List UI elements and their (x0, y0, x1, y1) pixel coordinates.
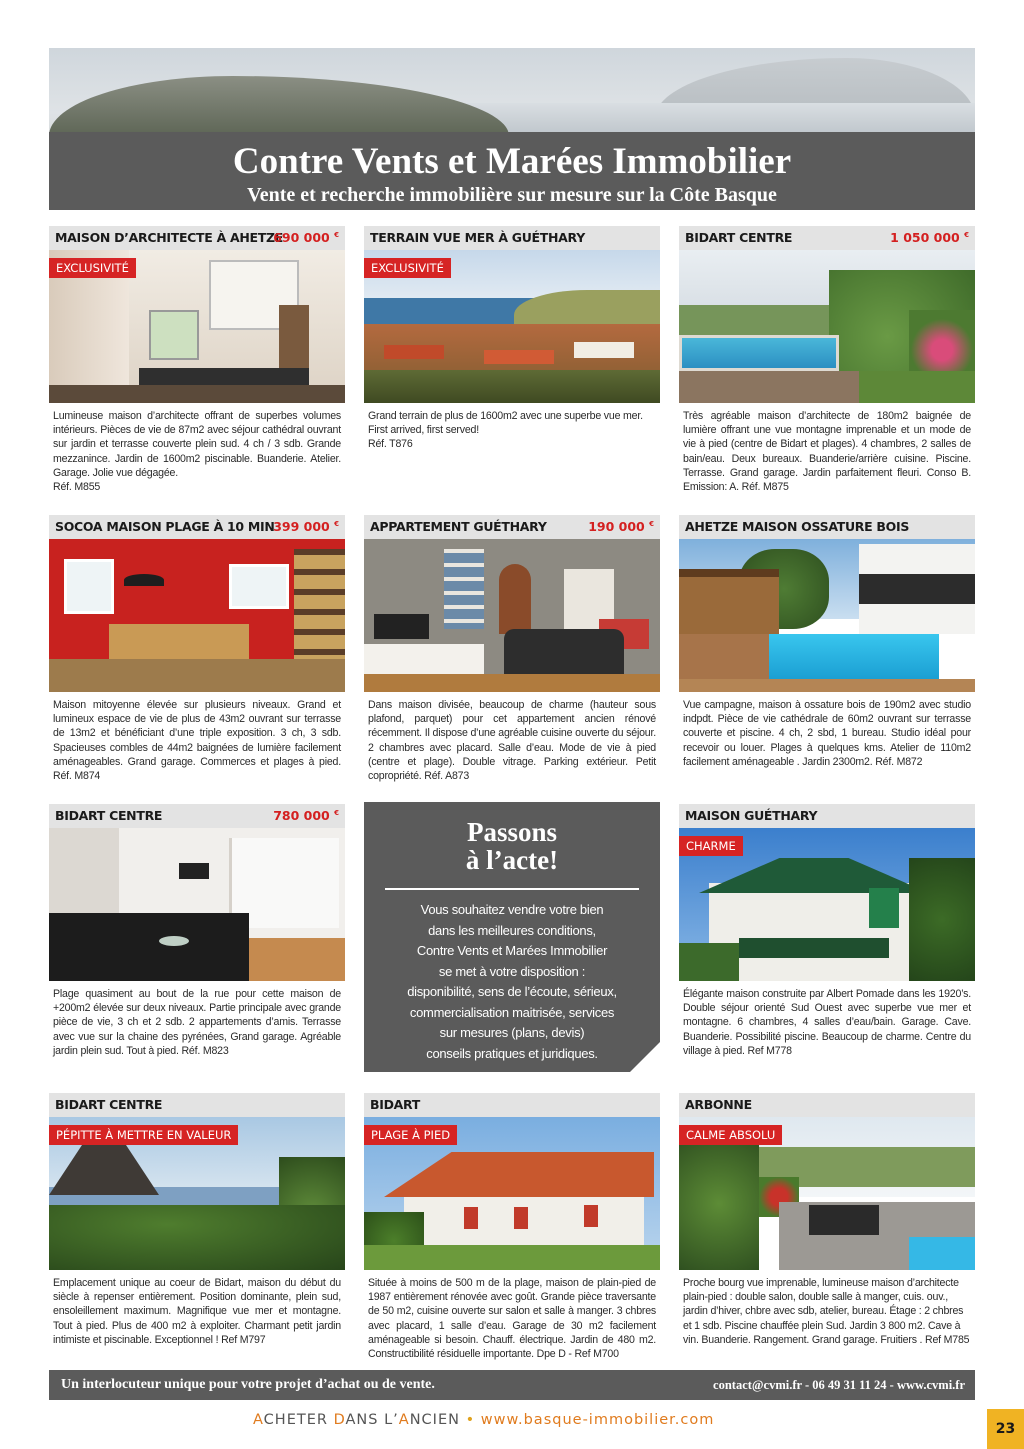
listing-description: Élégante maison construite par Albert Pomade dans les 1920’s. Double séjour orienté Sud Ouest avec superbe vue mer et montagne. 6 chambres, 4 salles d’eau/bain. Garage. Cave. Buanderie. Possibilité piscine. Beaucoup de charme. Centre du village à pied. Ref M778 (683, 988, 971, 1057)
listing-photo[interactable] (364, 250, 660, 403)
page-title: Contre Vents et Marées Immobilier (232, 141, 792, 182)
listing-photo[interactable] (679, 539, 975, 692)
listing-price: 190 000 € (588, 519, 654, 534)
page-number: 23 (987, 1409, 1024, 1449)
listing-badge: PÉPITTE À METTRE EN VALEUR (49, 1125, 238, 1145)
listing-title: AHETZE MAISON OSSATURE BOIS (685, 519, 910, 534)
listing-photo[interactable] (679, 250, 975, 403)
promo-box (364, 802, 660, 1072)
promo-divider (385, 888, 639, 890)
listing-photo[interactable] (49, 828, 345, 981)
listing-card[interactable] (364, 226, 660, 452)
listing-title: MAISON GUÉTHARY (685, 808, 818, 823)
listing-price: 399 000 € (273, 519, 339, 534)
header-banner (49, 48, 975, 210)
promo-text: Vous souhaitez vendre votre bien dans les meilleures conditions, Contre Vents et Marées Immobilier se met à votre disposition : disponibilité, sens de l’écoute, sérieux, commercialisation maitrisée, services sur mesures (plans, devis) conseils pratiques et juridiques. (407, 902, 617, 1061)
listing-title: SOCOA MAISON PLAGE À 10 MIN (55, 519, 275, 534)
listing-card[interactable] (49, 226, 345, 494)
listing-description: Maison mitoyenne élevée sur plusieurs niveaux. Grand et lumineux espace de vie de plus de 43m2 ouvrant sur terrasse de 13m2 et bénéficiant d’une triple exposition. 3 ch, 3 sdb. Spacieuses combles de 44m2 baignées de lumière facilement aménageables. Grand garage. Commerces et plages à pied. Réf. M874 (53, 699, 341, 783)
listing-description: Grand terrain de plus de 1600m2 avec une superbe vue mer. First arrived, first served! Réf. T876 (368, 410, 643, 451)
listing-title: BIDART CENTRE (55, 808, 163, 823)
listing-card[interactable] (49, 1093, 345, 1347)
listing-card[interactable] (364, 515, 660, 783)
promo-title: Passons à l’acte! (465, 817, 559, 875)
listing-description: Dans maison divisée, beaucoup de charme (hauteur sous plafond, parquet) pour cet appartement ancien rénové récemment. Il dispose d’une agréable cuisine ouverte du séjour. 2 chambres avec placard. Salle d’eau. Mode de vie à pied (centre et plage). Double vitrage. Parking extérieur. Petit copropriété. Réf. A873 (368, 699, 656, 783)
listing-photo[interactable] (49, 539, 345, 692)
listing-price: 780 000 € (273, 808, 339, 823)
contact-details[interactable]: contact@cvmi.fr - 06 49 31 11 24 - www.cvmi.fr (713, 1378, 965, 1392)
listing-description: Vue campagne, maison à ossature bois de 190m2 avec studio indpdt. Pièce de vie cathédrale de 60m2 ouvrant sur terrasse couverte et piscine. 4 ch, 2 sbd, 1 bureau. Studio idéal pour recevoir ou louer. Plages à quelques kms. Atelier de 110m2 facilement aménageable . Jardin 2300m2. Réf. M872 (683, 699, 971, 768)
listing-badge: PLAGE À PIED (364, 1125, 457, 1145)
listing-description: Plage quasiment au bout de la rue pour cette maison de +200m2 élevée sur deux niveaux. Partie principale avec grande pièce de vie, 3 ch et 2 sdb. 2 appartements d’amis. Terrasse avec vue sur la chaine des pyrénées, Grand garage. Agréable jardin plein sud. Tout à pied. Réf. M823 (53, 988, 341, 1057)
listing-badge: EXCLUSIVITÉ (364, 258, 451, 278)
promo-corner (630, 1042, 660, 1072)
footer-website-link[interactable]: www.basque-immobilier.com (480, 1412, 715, 1428)
listing-card[interactable] (679, 804, 975, 1058)
header-band (49, 132, 975, 210)
listing-card[interactable] (679, 1093, 975, 1347)
contact-tagline: Un interlocuteur unique pour votre projet d’achat ou de vente. (61, 1377, 435, 1392)
listing-card[interactable] (49, 515, 345, 783)
page-subtitle: Vente et recherche immobilière sur mesure sur la Côte Basque (247, 184, 777, 206)
listing-title: BIDART CENTRE (685, 230, 793, 245)
listing-description: Lumineuse maison d’architecte offrant de superbes volumes intérieurs. Pièces de vie de 87m2 avec séjour cathédral ouvrant sur jardin et terrasse couverte plein sud. 4 ch / 3 sdb. Grande mezzanince. Jardin de 1600m2 piscinable. Buanderie. Atelier. Garage. Jolie vue dégagée. Réf. M855 (53, 410, 341, 494)
listing-card[interactable] (679, 226, 975, 494)
listing-photo[interactable] (49, 1117, 345, 1270)
listing-card[interactable] (679, 515, 975, 769)
listing-title: ARBONNE (685, 1097, 752, 1112)
listing-title: MAISON D’ARCHITECTE À AHETZE (55, 230, 284, 245)
listing-photo[interactable] (364, 539, 660, 692)
contact-band (49, 1370, 975, 1400)
listing-badge: CALME ABSOLU (679, 1125, 782, 1145)
listing-description: Très agréable maison d’architecte de 180m2 baignée de lumière offrant une vue montagne imprenable et un mode de vie à pied (centre de Bidart et plages). 4 chambres, 2 salles de bain/eau. Deux bureaux. Buanderie/arrière cuisine. Piscine. Terrasse. Grand garage. Jardin parfaitement fleuri. Conso B. Emission: A. Réf. M875 (683, 410, 971, 494)
listing-card[interactable] (364, 1093, 660, 1361)
listing-photo[interactable] (679, 828, 975, 981)
listing-photo[interactable] (364, 1117, 660, 1270)
listing-badge: EXCLUSIVITÉ (49, 258, 136, 278)
listing-title: APPARTEMENT GUÉTHARY (370, 519, 547, 534)
listing-title: BIDART (370, 1097, 421, 1112)
listing-photo[interactable] (679, 1117, 975, 1270)
listing-price: 1 050 000 € (890, 230, 969, 245)
listing-description: Emplacement unique au coeur de Bidart, maison du début du siècle à repenser entièrement. Position dominante, plein sud, ensoleillement maximum. Magnifique vue mer et montagne. Tout à pied. Plus de 400 m2 à exploiter. Charmant petit jardin intimiste et piscinable. Exceptionnel ! Ref M797 (53, 1277, 341, 1346)
listing-title: TERRAIN VUE MER À GUÉTHARY (370, 230, 585, 245)
listing-badge: CHARME (679, 836, 743, 856)
listing-description: Située à moins de 500 m de la plage, maison de plain-pied de 1987 entièrement rénovée avec goût. Grande pièce traversante de 50 m2, cuisine ouverte sur salon et salle à manger. 3 chbres avec placard, 1 salle d’eau. Garage de 30 m2 facilement aménageable si besoin. Chauff. électrique. Jardin de 480 m2. Constructibilité résiduelle importante. Dpe D - Ref M700 (368, 1277, 656, 1361)
listing-title: BIDART CENTRE (55, 1097, 163, 1112)
listing-photo[interactable] (49, 250, 345, 403)
footer-line: ACHETER DANS L’ANCIEN • www.basque-immobilier.com (253, 1412, 715, 1428)
listing-description: Proche bourg vue imprenable, lumineuse maison d’architecte plain-pied : double salon, double salle à manger, cuis. ouv., jardin d’hiver, chbre avec sdb, atelier, bureau. Étage : 2 chbres et 1 sdb. Piscine chauffée plein Sud. Jardin 3 800 m2. Cave à vin. Buanderie. Rangement. Grand garage. Fruitiers . Ref M785 (683, 1277, 970, 1346)
listing-card[interactable] (49, 804, 345, 1058)
listing-price: 690 000 € (273, 230, 339, 245)
